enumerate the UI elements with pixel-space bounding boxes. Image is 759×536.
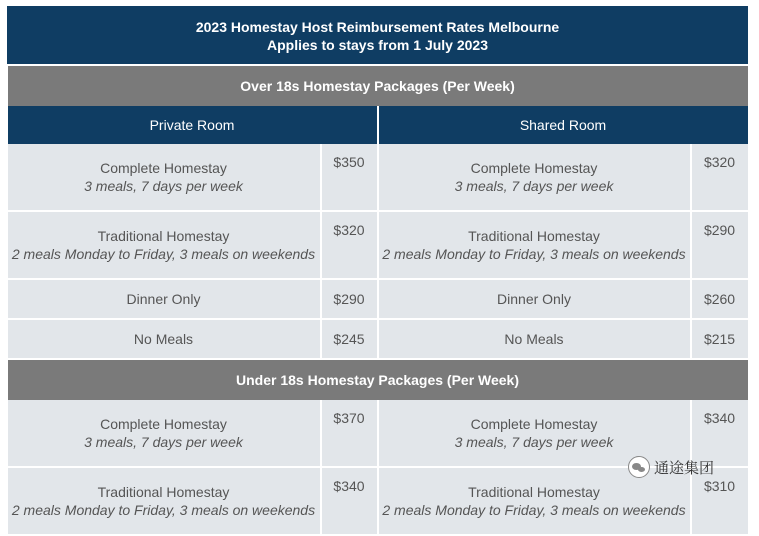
table-title [8, 7, 748, 66]
package-name: Complete Homestay [100, 416, 227, 432]
package-cell [8, 400, 321, 467]
package-name: Traditional Homestay [468, 228, 600, 244]
package-detail: 2 meals Monday to Friday, 3 meals on weekends [11, 246, 316, 262]
package-name: Traditional Homestay [468, 484, 600, 500]
package-name: No Meals [133, 331, 194, 347]
package-cell [8, 211, 321, 279]
watermark [628, 456, 714, 478]
package-detail: 3 meals, 7 days per week [84, 434, 243, 450]
private-price: $245 [321, 319, 378, 359]
package-name: Dinner Only [126, 291, 201, 307]
package-detail: 3 meals, 7 days per week [454, 434, 614, 450]
private-price: $340 [321, 467, 378, 535]
section-heading-over-18: Over 18s Homestay Packages (Per Week) [8, 65, 748, 106]
private-price: $350 [321, 144, 378, 211]
package-name: No Meals [504, 331, 564, 347]
package-cell [8, 144, 321, 211]
package-detail: 2 meals Monday to Friday, 3 meals on weekends [382, 246, 686, 262]
wechat-icon [628, 456, 650, 478]
table-row [8, 319, 748, 359]
column-header-private-room: Private Room [8, 106, 378, 144]
shared-price: $260 [691, 279, 748, 319]
package-detail: 3 meals, 7 days per week [454, 178, 614, 194]
column-header-shared-room: Shared Room [378, 106, 748, 144]
package-detail: 3 meals, 7 days per week [84, 178, 243, 194]
package-cell [8, 279, 321, 319]
table-row [8, 279, 748, 319]
private-price: $370 [321, 400, 378, 467]
package-name: Dinner Only [497, 291, 571, 307]
package-name: Complete Homestay [470, 416, 598, 432]
package-name: Traditional Homestay [97, 484, 230, 500]
package-cell [8, 467, 321, 535]
section-heading-under-18: Under 18s Homestay Packages (Per Week) [8, 359, 748, 400]
watermark-text: 通途集团 [654, 459, 715, 477]
title-line-2: Applies to stays from 1 July 2023 [267, 36, 488, 53]
private-price: $290 [321, 279, 378, 319]
package-cell [378, 279, 691, 319]
package-name: Complete Homestay [470, 160, 598, 176]
shared-price: $290 [691, 211, 748, 279]
package-name: Complete Homestay [100, 160, 227, 176]
package-cell [378, 144, 691, 211]
title-line-1: 2023 Homestay Host Reimbursement Rates Melbourne [195, 18, 560, 35]
table-row [8, 211, 748, 279]
table-row [8, 144, 748, 211]
package-cell [378, 319, 691, 359]
package-cell [378, 211, 691, 279]
shared-price: $215 [691, 319, 748, 359]
private-price: $320 [321, 211, 378, 279]
shared-price: $310 [691, 467, 748, 535]
package-detail: 2 meals Monday to Friday, 3 meals on weekends [11, 502, 316, 518]
shared-price: $320 [691, 144, 748, 211]
package-cell [8, 319, 321, 359]
package-detail: 2 meals Monday to Friday, 3 meals on weekends [382, 502, 686, 518]
package-name: Traditional Homestay [97, 228, 230, 244]
shared-price: $340 [691, 400, 748, 467]
